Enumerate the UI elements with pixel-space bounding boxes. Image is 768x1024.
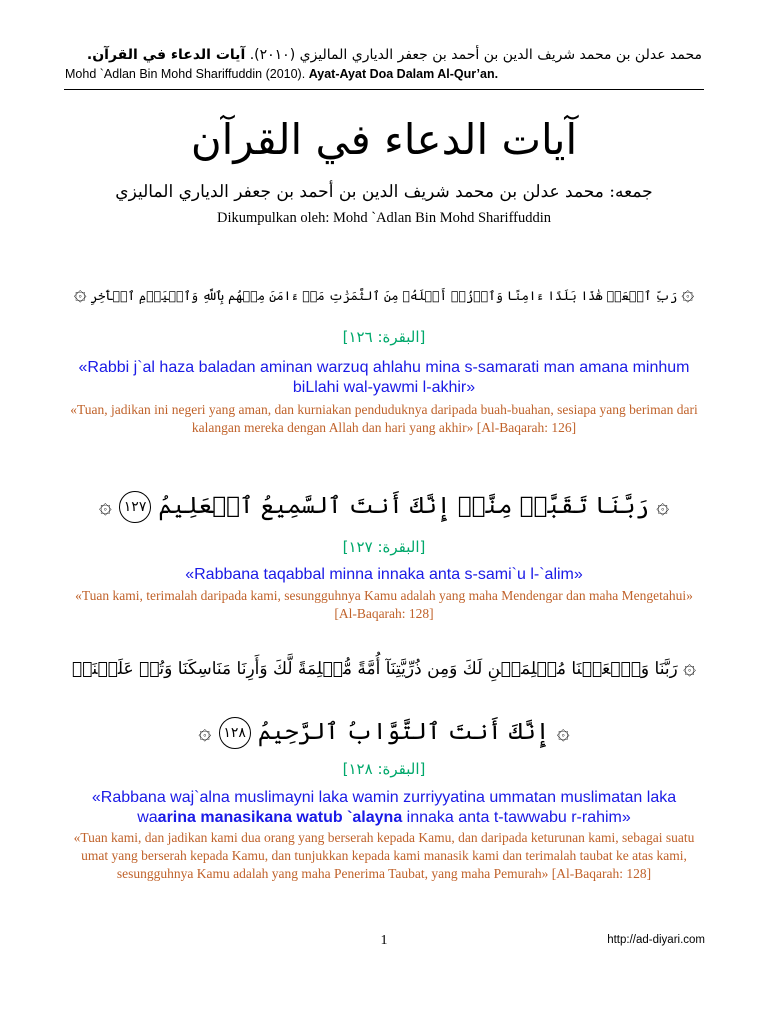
ornament-close-icon: ۞ <box>73 281 87 306</box>
translit-part-b: arina manasikana watub `alayna <box>157 809 403 826</box>
page-number: 1 <box>380 933 388 948</box>
verse-arabic <box>68 648 700 689</box>
header-english-title: Ayat-Ayat Doa Dalam Al-Qur’an. <box>308 67 499 81</box>
header-arabic-author: محمد عدلن بن محمد شريف الدين بن أحمد بن جعفر الدياري الماليزي (٢٠١٠). <box>249 47 702 63</box>
verse-text: رَبِّ ٱجۡعَلۡ هَٰذَا بَلَدًا ءَامِنًا وَٱرۡزُقۡ أَهۡلَهُۥ مِنَ ٱلثَّمَرَٰتِ مَنۡ ءَامَنَ مِنۡهُم بِٱللَّهِ وَٱلۡيَوۡمِ ٱلۡأٓخِرِ <box>90 288 678 303</box>
ornament-close-icon: ۞ <box>98 494 112 519</box>
verse-text-line-2: إِنَّكَ أَنتَ ٱلتَّوَّابُ ٱلرَّحِيمُ <box>257 719 550 745</box>
ornament-open-icon: ۞ <box>681 281 695 306</box>
verse-reference: [البقرة: ١٢٧] <box>342 538 426 556</box>
verse-translation: «Tuan, jadikan ini negeri yang aman, dan kurniakan penduduknya daripada buah-buahan, sesiapa yang beriman dari kalangan mereka dengan Allah dan hari yang akhir» [Al-Baqarah: 126] <box>70 402 698 435</box>
verse-reference: [البقرة: ١٢٦] <box>342 328 426 346</box>
ornament-open-icon: ۞ <box>656 494 670 519</box>
header-divider <box>64 89 704 90</box>
header-english-author: Mohd `Adlan Bin Mohd Shariffuddin (2010). <box>65 67 306 81</box>
verse-text-line-1: رَبَّنَا وَٱجۡعَلۡنَا مُسۡلِمَيۡنِ لَكَ وَمِن ذُرِّيَّتِنَآ أُمَّةً مُّسۡلِمَةً لَّكَ وَأَرِنَا مَنَاسِكَنَا وَتُبۡ عَلَيۡنَآۖ <box>71 659 678 679</box>
verse-number-badge: ١٢٨ <box>219 717 251 749</box>
ornament-open-icon: ۞ <box>683 655 697 680</box>
footer-url[interactable]: http://ad-diyari.com <box>607 934 705 946</box>
verse-transliteration <box>68 788 700 828</box>
verse-text: رَبَّنَا تَقَبَّلۡ مِنَّآۖ إِنَّكَ أَنتَ ٱلسَّمِيعُ ٱلۡعَلِيمُ <box>158 493 649 519</box>
verse-arabic-continued <box>68 712 700 753</box>
verse-number-badge: ١٢٧ <box>119 491 151 523</box>
compiled-by-english: Dikumpulkan oleh: Mohd `Adlan Bin Mohd Shariffuddin <box>216 210 552 226</box>
ornament-open-icon: ۞ <box>556 720 570 745</box>
verse-reference: [البقرة: ١٢٨] <box>342 760 426 778</box>
verse-translation: «Tuan kami, dan jadikan kami dua orang yang berserah kepada Kamu, dan daripada keturunan kami, sebagai suatu umat yang berserah kepada Kamu, dan tunjukkan kepada kami manasik kami dan terimalah taubat ke atas kami, sesungguhnya Kamu adalah yang maha Penerima Taubat, yang maha Pemurah» [Al-Baqarah: 128] <box>73 830 695 881</box>
header-arabic-title: آيات الدعاء في القرآن. <box>86 47 246 63</box>
compiled-by-arabic: جمعه: محمد عدلن بن محمد شريف الدين بن أحمد بن جعفر الدياري الماليزي <box>115 182 653 202</box>
verse-arabic <box>68 486 700 527</box>
verse-transliteration: «Rabbana taqabbal minna innaka anta s-sami`u l-`alim» <box>185 566 583 583</box>
header-citation-english <box>65 66 498 82</box>
translit-part-c: innaka anta t-tawwabu r-rahim» <box>402 809 631 826</box>
verse-transliteration: «Rabbi j`al haza baladan aminan warzuq ahlahu mina s-samarati man amana minhum biLlahi wal-yawmi l-akhir» <box>78 359 690 396</box>
header-citation-arabic <box>62 46 702 64</box>
ornament-close-icon: ۞ <box>198 720 212 745</box>
verse-translation: «Tuan kami, terimalah daripada kami, sesungguhnya Kamu adalah yang maha Mendengar dan maha Mengetahui» [Al-Baqarah: 128] <box>75 588 693 621</box>
translit-part-a: «Rabbana waj`alna muslimayni laka wamin zurriyyatina ummatan muslimatan laka wa <box>91 789 677 826</box>
verse-arabic <box>68 274 700 316</box>
page-title: آيات الدعاء في القرآن <box>190 115 578 164</box>
